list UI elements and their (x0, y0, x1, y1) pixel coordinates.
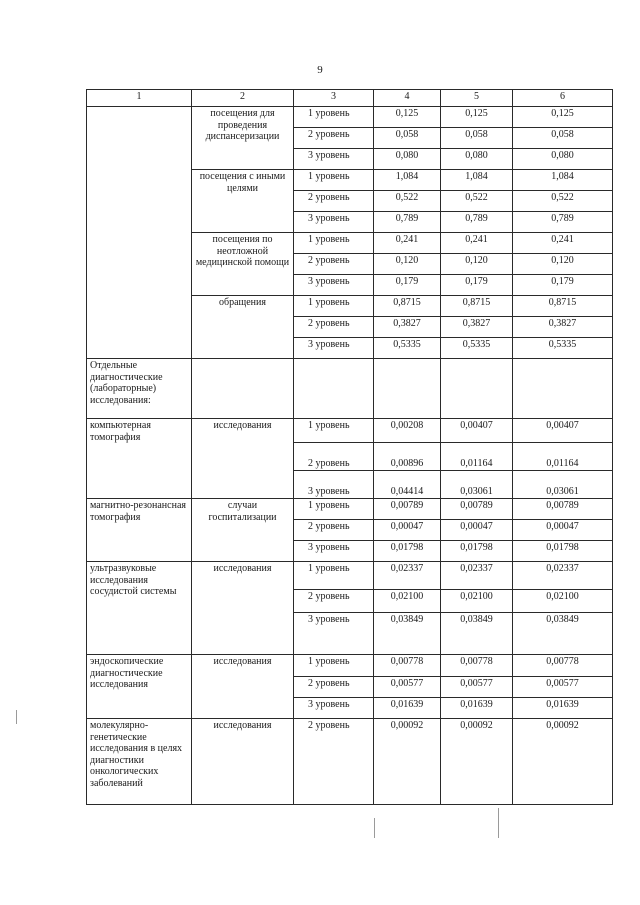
value-cell: 0,00208 (374, 419, 441, 443)
value-cell: 0,00407 (513, 419, 613, 443)
value-cell: 0,125 (513, 107, 613, 128)
empty-cell (374, 359, 441, 419)
level-cell: 2 уровень (294, 520, 374, 541)
value-cell: 0,8715 (441, 296, 513, 317)
study-name: молекулярно-генетические исследования в целях диагностики онкологических заболеваний (87, 719, 192, 805)
value-cell: 0,789 (374, 212, 441, 233)
value-cell: 1,084 (374, 170, 441, 191)
value-cell: 0,00789 (513, 499, 613, 520)
level-cell: 1 уровень (294, 296, 374, 317)
table-row (87, 359, 613, 419)
value-cell: 0,080 (441, 149, 513, 170)
level-cell: 1 уровень (294, 419, 374, 443)
value-cell: 0,01798 (441, 541, 513, 562)
value-cell: 0,241 (513, 233, 613, 254)
value-cell: 0,120 (513, 254, 613, 275)
value-cell: 0,03849 (513, 613, 613, 655)
value-cell: 0,3827 (513, 317, 613, 338)
level-cell: 2 уровень (294, 443, 374, 471)
value-cell: 0,080 (513, 149, 613, 170)
value-cell: 0,02337 (513, 562, 613, 590)
value-cell: 0,03061 (441, 471, 513, 499)
value-cell: 0,02337 (441, 562, 513, 590)
value-cell: 0,3827 (441, 317, 513, 338)
value-cell: 0,00047 (441, 520, 513, 541)
unit-cell: случаи госпитализации (192, 499, 294, 562)
column-header: 6 (513, 90, 613, 107)
column-header: 3 (294, 90, 374, 107)
level-cell: 2 уровень (294, 677, 374, 698)
value-cell: 0,02100 (374, 590, 441, 613)
value-cell: 0,02337 (374, 562, 441, 590)
unit-cell: исследования (192, 719, 294, 805)
value-cell: 0,00789 (374, 499, 441, 520)
value-cell: 0,5335 (513, 338, 613, 359)
value-cell: 0,00778 (374, 655, 441, 677)
level-cell: 2 уровень (294, 191, 374, 212)
value-cell: 1,084 (441, 170, 513, 191)
level-cell: 2 уровень (294, 719, 374, 805)
value-cell: 0,01798 (513, 541, 613, 562)
value-cell: 0,01798 (374, 541, 441, 562)
study-name: ультразвуковые исследования сосудистой системы (87, 562, 192, 655)
column-header: 4 (374, 90, 441, 107)
level-cell: 3 уровень (294, 698, 374, 719)
value-cell: 1,084 (513, 170, 613, 191)
empty-cell (87, 107, 192, 359)
value-cell: 0,00092 (374, 719, 441, 805)
value-cell: 0,04414 (374, 471, 441, 499)
value-cell: 0,03849 (441, 613, 513, 655)
section-title: Отдельные диагностические (лабораторные) исследования: (87, 359, 192, 419)
value-cell: 0,789 (513, 212, 613, 233)
value-cell: 0,00778 (513, 655, 613, 677)
scan-artifact (16, 710, 17, 724)
value-cell: 0,01639 (374, 698, 441, 719)
level-cell: 3 уровень (294, 212, 374, 233)
empty-cell (192, 359, 294, 419)
column-header: 1 (87, 90, 192, 107)
value-cell: 0,789 (441, 212, 513, 233)
value-cell: 0,00778 (441, 655, 513, 677)
level-cell: 1 уровень (294, 562, 374, 590)
level-cell: 3 уровень (294, 471, 374, 499)
table-header-row (87, 90, 613, 107)
value-cell: 0,02100 (441, 590, 513, 613)
empty-cell (441, 359, 513, 419)
unit-cell: обращения (192, 296, 294, 359)
value-cell: 0,522 (441, 191, 513, 212)
value-cell: 0,02100 (513, 590, 613, 613)
empty-cell (294, 359, 374, 419)
scan-artifact (374, 818, 375, 838)
level-cell: 1 уровень (294, 499, 374, 520)
value-cell: 0,522 (513, 191, 613, 212)
level-cell: 2 уровень (294, 128, 374, 149)
study-name: магнитно-резонансная томография (87, 499, 192, 562)
value-cell: 0,00577 (374, 677, 441, 698)
unit-cell: исследования (192, 655, 294, 719)
value-cell: 0,00047 (374, 520, 441, 541)
value-cell: 0,03061 (513, 471, 613, 499)
value-cell: 0,00789 (441, 499, 513, 520)
value-cell: 0,058 (441, 128, 513, 149)
value-cell: 0,179 (513, 275, 613, 296)
level-cell: 1 уровень (294, 170, 374, 191)
value-cell: 0,00092 (441, 719, 513, 805)
table-row (87, 719, 613, 805)
table-row (87, 562, 613, 590)
column-header: 2 (192, 90, 294, 107)
value-cell: 0,01164 (513, 443, 613, 471)
value-cell: 0,179 (441, 275, 513, 296)
study-name: эндоскопические диагностические исследования (87, 655, 192, 719)
value-cell: 0,522 (374, 191, 441, 212)
value-cell: 0,8715 (374, 296, 441, 317)
value-cell: 0,241 (374, 233, 441, 254)
table-row (87, 499, 613, 520)
scan-artifact (498, 808, 499, 838)
table-row (87, 107, 613, 128)
value-cell: 0,058 (374, 128, 441, 149)
value-cell: 0,00577 (441, 677, 513, 698)
level-cell: 1 уровень (294, 655, 374, 677)
value-cell: 0,080 (374, 149, 441, 170)
page-number: 9 (317, 64, 323, 76)
value-cell: 0,125 (374, 107, 441, 128)
value-cell: 0,8715 (513, 296, 613, 317)
level-cell: 1 уровень (294, 107, 374, 128)
level-cell: 2 уровень (294, 254, 374, 275)
table-row (87, 655, 613, 677)
unit-cell: посещения по неотложной медицинской помощи (192, 233, 294, 296)
level-cell: 1 уровень (294, 233, 374, 254)
value-cell: 0,00092 (513, 719, 613, 805)
table-row (87, 419, 613, 443)
value-cell: 0,5335 (374, 338, 441, 359)
value-cell: 0,120 (374, 254, 441, 275)
value-cell: 0,179 (374, 275, 441, 296)
unit-cell: посещения с иными целями (192, 170, 294, 233)
level-cell: 3 уровень (294, 541, 374, 562)
value-cell: 0,03849 (374, 613, 441, 655)
value-cell: 0,241 (441, 233, 513, 254)
level-cell: 2 уровень (294, 590, 374, 613)
value-cell: 0,00047 (513, 520, 613, 541)
value-cell: 0,5335 (441, 338, 513, 359)
unit-cell: посещения для проведения диспансеризации (192, 107, 294, 170)
column-header: 5 (441, 90, 513, 107)
value-cell: 0,01639 (513, 698, 613, 719)
level-cell: 2 уровень (294, 317, 374, 338)
level-cell: 3 уровень (294, 275, 374, 296)
value-cell: 0,120 (441, 254, 513, 275)
study-name: компьютерная томография (87, 419, 192, 499)
value-cell: 0,125 (441, 107, 513, 128)
level-cell: 3 уровень (294, 613, 374, 655)
value-cell: 0,00896 (374, 443, 441, 471)
level-cell: 3 уровень (294, 149, 374, 170)
standards-table (86, 89, 612, 805)
empty-cell (513, 359, 613, 419)
unit-cell: исследования (192, 562, 294, 655)
value-cell: 0,058 (513, 128, 613, 149)
unit-cell: исследования (192, 419, 294, 499)
value-cell: 0,00577 (513, 677, 613, 698)
level-cell: 3 уровень (294, 338, 374, 359)
value-cell: 0,01164 (441, 443, 513, 471)
value-cell: 0,00407 (441, 419, 513, 443)
value-cell: 0,01639 (441, 698, 513, 719)
value-cell: 0,3827 (374, 317, 441, 338)
